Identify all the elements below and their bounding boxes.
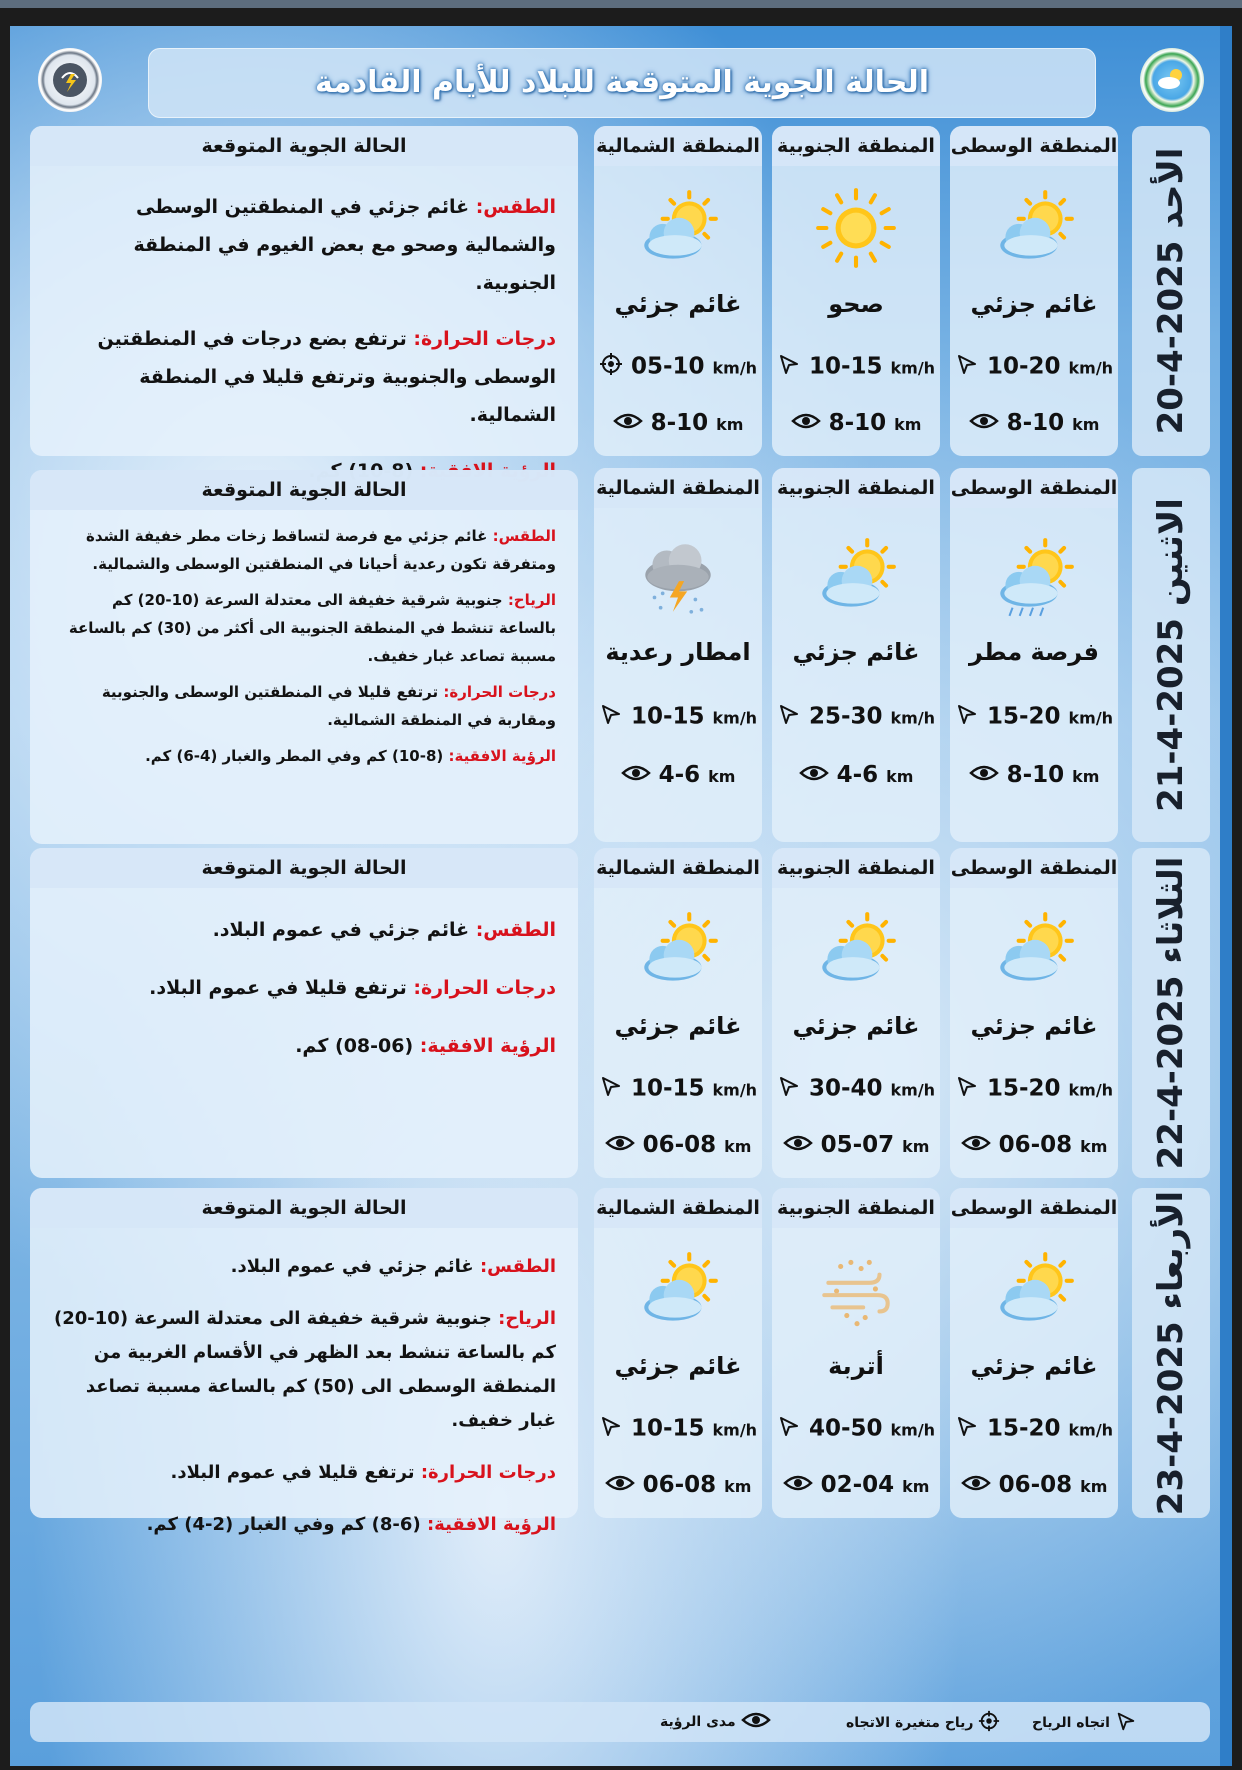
wind-speed-unit: km/h — [1068, 1420, 1114, 1440]
forecast-paragraph — [52, 1250, 556, 1284]
wind-direction-icon — [955, 1414, 979, 1444]
visibility-value: 06-08 — [642, 1132, 717, 1158]
forecast-paragraph — [52, 1026, 556, 1066]
region-panel-central — [950, 1188, 1118, 1518]
visibility-value: 02-04 — [820, 1472, 895, 1498]
wind-speed — [950, 352, 1118, 382]
wind-speed-value: 10-15 — [630, 703, 705, 730]
wind-speed — [594, 1074, 762, 1104]
forecast-field-text: ترتفع قليلا في المنطقتين الوسطى والجنوبية ومقاربة في المنطقة الشمالية. — [101, 683, 556, 729]
wind-speed — [594, 1414, 762, 1444]
visibility-unit: km — [724, 1137, 752, 1156]
condition-label: فرصة مطر — [969, 638, 1099, 666]
condition-label: غائم جزئي — [970, 1352, 1098, 1380]
sunny-icon — [810, 182, 902, 278]
visibility-unit: km — [1080, 1477, 1108, 1496]
wind-direction-icon — [777, 702, 801, 732]
visibility-unit: km — [724, 1477, 752, 1496]
forecast-field-text: جنوبية شرقية خفيفة الى معتدلة السرعة (10-20) كم بالساعة تنشط في المنطقة الجنوبية الى أكثر من (30) كم بالساعة مسببة تصاعد غبار خفيف. — [68, 591, 556, 665]
eye-icon — [621, 763, 651, 789]
region-name: المنطقة الشمالية — [594, 848, 762, 888]
wind-speed-value: 10-15 — [630, 1415, 705, 1442]
day-date-label: الاثنين 2025-4-21 — [1151, 498, 1191, 812]
forecast-text-panel — [30, 470, 578, 844]
region-name: المنطقة الوسطى — [950, 848, 1118, 888]
forecast-paragraph — [52, 1302, 556, 1438]
wind-direction-icon — [777, 352, 801, 382]
wind-speed — [772, 352, 940, 382]
day-label-box — [1132, 1188, 1210, 1518]
condition-label: غائم جزئي — [970, 290, 1098, 318]
forecast-field-text: جنوبية شرقية خفيفة الى معتدلة السرعة (10-20) كم بالساعة تنشط بعد الظهر في الأقسام الغربية من المنطقة الوسطى الى (50) كم بالساعة مسببة تصاعد غبار خفيف. — [53, 1308, 556, 1431]
wind-speed-value: 10-20 — [986, 353, 1061, 380]
eye-icon — [961, 1473, 991, 1499]
forecast-field-label: الطقس: — [475, 196, 556, 218]
partly-cloudy-icon — [632, 182, 724, 278]
wind-speed-value: 05-10 — [630, 353, 705, 380]
wind-speed-unit: km/h — [890, 708, 936, 728]
wind-speed — [772, 1074, 940, 1104]
condition-label: غائم جزئي — [970, 1012, 1098, 1040]
forecast-field-text: (6-8) كم وفي الغبار (2-4) كم. — [146, 1514, 421, 1535]
visibility-value: 8-10 — [1006, 410, 1065, 436]
forecast-field-label: الرؤية الافقية: — [448, 747, 556, 765]
legend-visibility-label: مدى الرؤية — [660, 1714, 736, 1730]
eye-icon — [783, 1473, 813, 1499]
visibility-unit: km — [716, 415, 744, 434]
poster-edge — [1220, 26, 1232, 1766]
region-panel-southern — [772, 468, 940, 842]
forecast-text-heading: الحالة الجوية المتوقعة — [30, 126, 578, 166]
visibility-value: 8-10 — [1006, 762, 1065, 788]
visibility-range — [772, 410, 940, 437]
wind-direction-icon — [955, 1074, 979, 1104]
region-panel-northern — [594, 1188, 762, 1518]
wind-direction-icon — [599, 1074, 623, 1104]
region-name: المنطقة الوسطى — [950, 1188, 1118, 1228]
visibility-unit: km — [1080, 1137, 1108, 1156]
forecast-paragraph — [52, 910, 556, 950]
forecast-paragraph — [52, 522, 556, 578]
forecast-field-text: غائم جزئي في عموم البلاد. — [212, 919, 470, 941]
wind-speed-unit: km/h — [712, 708, 758, 728]
wind-speed-value: 10-15 — [808, 353, 883, 380]
visibility-value: 8-10 — [650, 410, 709, 436]
forecast-text-panel — [30, 848, 578, 1178]
forecast-field-text: غائم جزئي في المنطقتين الوسطى والشمالية وصحو مع بعض الغيوم في المنطقة الجنوبية. — [133, 196, 556, 294]
forecast-field-label: الرياح: — [498, 1308, 556, 1329]
forecast-field-text: ترتفع قليلا في عموم البلاد. — [149, 977, 407, 999]
partly-cloudy-icon — [988, 1244, 1080, 1340]
day-label-box — [1132, 126, 1210, 456]
wind-direction-icon — [955, 702, 979, 732]
partly-cloudy-icon — [810, 530, 902, 626]
forecast-field-text: (8-10) كم وفي المطر والغبار (4-6) كم. — [145, 747, 444, 765]
legend-wind-direction-label: اتجاه الرياح — [1032, 1715, 1110, 1731]
wind-speed — [594, 702, 762, 732]
forecast-text-heading: الحالة الجوية المتوقعة — [30, 1188, 578, 1228]
thunderstorm-icon — [632, 530, 724, 626]
partly-cloudy-icon — [988, 904, 1080, 1000]
visibility-range — [594, 1472, 762, 1499]
visibility-value: 05-07 — [820, 1132, 895, 1158]
wind-speed-value: 30-40 — [808, 1075, 883, 1102]
wind-speed-value: 15-20 — [986, 703, 1061, 730]
visibility-value: 06-08 — [998, 1472, 1073, 1498]
wind-direction-icon — [955, 352, 979, 382]
region-panel-central — [950, 848, 1118, 1178]
condition-label: أتربة — [828, 1352, 884, 1380]
wind-speed — [772, 1414, 940, 1444]
wind-speed — [950, 702, 1118, 732]
eye-icon — [799, 763, 829, 789]
region-panel-southern — [772, 126, 940, 456]
eye-icon — [961, 1133, 991, 1159]
forecast-paragraph — [52, 742, 556, 770]
region-name: المنطقة الشمالية — [594, 1188, 762, 1228]
region-panel-southern — [772, 848, 940, 1178]
eye-icon — [605, 1473, 635, 1499]
region-panel-central — [950, 468, 1118, 842]
region-name: المنطقة الجنوبية — [772, 468, 940, 508]
forecast-text-heading: الحالة الجوية المتوقعة — [30, 848, 578, 888]
wind-speed — [772, 702, 940, 732]
forecast-text-body — [52, 522, 556, 778]
forecast-field-label: الطقس: — [492, 527, 556, 545]
forecast-poster — [10, 26, 1232, 1766]
wind-speed-value: 40-50 — [808, 1415, 883, 1442]
wind-direction-icon — [1115, 1710, 1137, 1736]
forecast-field-label: درجات الحرارة: — [413, 977, 556, 999]
forecast-paragraph — [52, 586, 556, 670]
dust-icon — [810, 1244, 902, 1340]
region-panel-northern — [594, 126, 762, 456]
condition-label: غائم جزئي — [792, 1012, 920, 1040]
partly-cloudy-icon — [632, 1244, 724, 1340]
wind-direction-icon — [777, 1074, 801, 1104]
wind-direction-icon — [599, 1414, 623, 1444]
condition-label: غائم جزئي — [614, 290, 742, 318]
wind-speed-unit: km/h — [1068, 358, 1114, 378]
visibility-range — [594, 1132, 762, 1159]
forecast-text-body — [52, 1250, 556, 1560]
visibility-unit: km — [886, 767, 914, 786]
visibility-value: 4-6 — [658, 762, 701, 788]
forecast-paragraph — [52, 678, 556, 734]
day-label-box — [1132, 848, 1210, 1178]
region-panel-central — [950, 126, 1118, 456]
forecast-field-text: ترتفع بضع درجات في المنطقتين الوسطى والجنوبية وترتفع قليلا في المنطقة الشمالية. — [97, 328, 556, 426]
visibility-range — [594, 410, 762, 437]
forecast-text-panel — [30, 1188, 578, 1535]
condition-label: غائم جزئي — [792, 638, 920, 666]
variable-wind-icon — [978, 1710, 1000, 1736]
wind-speed-unit: km/h — [890, 1080, 936, 1100]
visibility-unit: km — [1072, 415, 1100, 434]
eye-icon — [613, 411, 643, 437]
forecast-field-text: غائم جزئي في عموم البلاد. — [230, 1256, 474, 1277]
forecast-paragraph — [52, 968, 556, 1008]
forecast-text-heading: الحالة الجوية المتوقعة — [30, 470, 578, 510]
wind-speed — [950, 1414, 1118, 1444]
day-date-label: الأحد 2025-4-20 — [1151, 147, 1191, 435]
wind-direction-icon — [777, 1414, 801, 1444]
eye-icon — [783, 1133, 813, 1159]
forecast-paragraph — [52, 1508, 556, 1542]
forecast-text-body — [52, 188, 556, 508]
visibility-range — [594, 762, 762, 789]
legend-visibility — [660, 1710, 771, 1734]
forecast-field-label: درجات الحرارة: — [420, 1462, 556, 1483]
condition-label: صحو — [828, 290, 884, 318]
meteorology-logo — [1140, 48, 1204, 112]
legend-bar — [30, 1702, 1210, 1742]
legend-variable-wind — [846, 1710, 1000, 1736]
rain-chance-icon — [988, 530, 1080, 626]
forecast-field-text: (06-08) كم. — [295, 1035, 414, 1057]
condition-label: غائم جزئي — [614, 1352, 742, 1380]
eye-icon — [605, 1133, 635, 1159]
forecast-field-text: غائم جزئي مع فرصة لتساقط زخات مطر خفيفة الشدة ومتفرقة تكون رعدية أحيانا في المنطقتين الوسطى والشمالية. — [86, 527, 556, 573]
region-panel-southern — [772, 1188, 940, 1518]
forecast-field-label: الرياح: — [507, 591, 556, 609]
eye-icon — [969, 763, 999, 789]
partly-cloudy-icon — [988, 182, 1080, 278]
partly-cloudy-icon — [810, 904, 902, 1000]
page-title: الحالة الجوية المتوقعة للبلاد للأيام القادمة — [148, 48, 1096, 118]
top-strip — [0, 0, 1242, 8]
visibility-range — [772, 1472, 940, 1499]
eye-icon — [969, 411, 999, 437]
eye-icon — [791, 411, 821, 437]
wind-speed-unit: km/h — [1068, 1080, 1114, 1100]
forecast-field-label: درجات الحرارة: — [413, 328, 556, 350]
region-name: المنطقة الجنوبية — [772, 848, 940, 888]
wind-direction-icon — [599, 702, 623, 732]
forecast-field-text: ترتفع قليلا في عموم البلاد. — [170, 1462, 415, 1483]
visibility-range — [950, 410, 1118, 437]
wind-speed-unit: km/h — [712, 1080, 758, 1100]
forecast-field-label: الطقس: — [479, 1256, 556, 1277]
wind-speed — [950, 1074, 1118, 1104]
visibility-value: 06-08 — [998, 1132, 1073, 1158]
wind-speed-value: 10-15 — [630, 1075, 705, 1102]
visibility-unit: km — [894, 415, 922, 434]
wind-speed-value: 25-30 — [808, 703, 883, 730]
wind-speed-unit: km/h — [712, 358, 758, 378]
forecast-text-body — [52, 910, 556, 1084]
partly-cloudy-icon — [632, 904, 724, 1000]
forecast-field-label: الرؤية الافقية: — [419, 1035, 556, 1057]
forecast-paragraph — [52, 320, 556, 434]
day-label-box — [1132, 468, 1210, 842]
legend-variable-wind-label: رياح متغيرة الاتجاه — [846, 1715, 974, 1731]
wind-speed-unit: km/h — [890, 358, 936, 378]
visibility-value: 06-08 — [642, 1472, 717, 1498]
region-name: المنطقة الجنوبية — [772, 126, 940, 166]
region-name: المنطقة الشمالية — [594, 468, 762, 508]
forecast-field-label: الطقس: — [475, 919, 556, 941]
visibility-range — [772, 1132, 940, 1159]
region-name: المنطقة الجنوبية — [772, 1188, 940, 1228]
visibility-unit: km — [902, 1137, 930, 1156]
region-name: المنطقة الوسطى — [950, 126, 1118, 166]
wind-speed-value: 15-20 — [986, 1075, 1061, 1102]
region-panel-northern — [594, 468, 762, 842]
visibility-range — [950, 762, 1118, 789]
visibility-value: 4-6 — [836, 762, 879, 788]
region-name: المنطقة الشمالية — [594, 126, 762, 166]
forecast-text-panel — [30, 126, 578, 456]
visibility-range — [772, 762, 940, 789]
visibility-unit: km — [902, 1477, 930, 1496]
forecast-paragraph — [52, 1456, 556, 1490]
condition-label: غائم جزئي — [614, 1012, 742, 1040]
wind-speed-unit: km/h — [712, 1420, 758, 1440]
visibility-unit: km — [1072, 767, 1100, 786]
region-name: المنطقة الوسطى — [950, 468, 1118, 508]
legend-wind-direction — [1032, 1710, 1137, 1736]
weather-authority-logo — [38, 48, 102, 112]
wind-speed-unit: km/h — [1068, 708, 1114, 728]
visibility-value: 8-10 — [828, 410, 887, 436]
forecast-paragraph — [52, 188, 556, 302]
wind-speed-unit: km/h — [890, 1420, 936, 1440]
wind-speed — [594, 352, 762, 382]
visibility-unit: km — [708, 767, 736, 786]
day-date-label: الثلاثاء 2025-4-22 — [1151, 856, 1191, 1170]
variable-wind-icon — [599, 352, 623, 382]
eye-icon — [741, 1710, 771, 1734]
forecast-field-label: الرؤية الافقية: — [426, 1514, 556, 1535]
region-panel-northern — [594, 848, 762, 1178]
day-date-label: الأربعاء 2025-4-23 — [1151, 1190, 1191, 1516]
visibility-range — [950, 1132, 1118, 1159]
wind-speed-value: 15-20 — [986, 1415, 1061, 1442]
forecast-field-label: درجات الحرارة: — [443, 683, 556, 701]
visibility-range — [950, 1472, 1118, 1499]
condition-label: امطار رعدية — [605, 638, 751, 666]
